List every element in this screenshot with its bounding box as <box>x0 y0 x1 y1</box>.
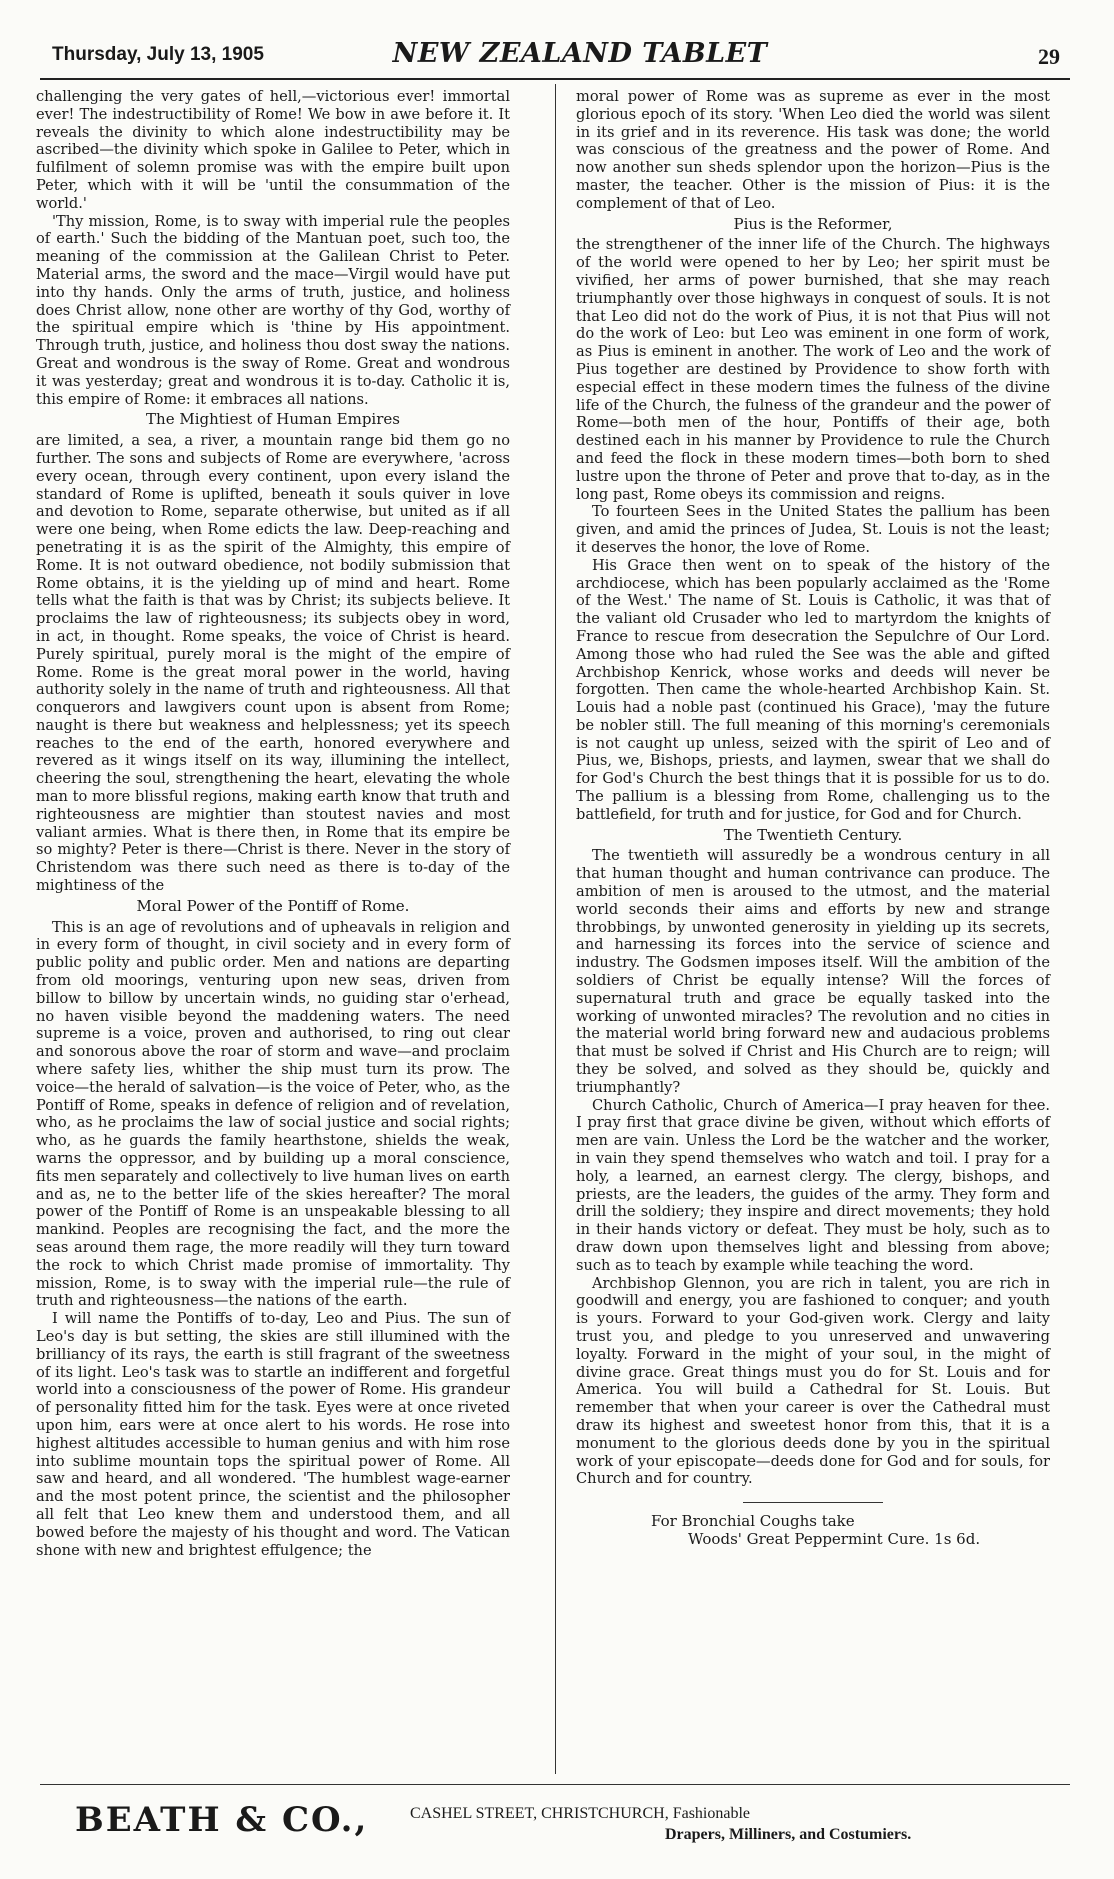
advertiser-address: CASHEL STREET, CHRISTCHURCH, Fashionable <box>410 1805 751 1822</box>
paragraph: To fourteen Sees in the United States the pallium has been given, and amid the princes of Judea, St. Louis is not the least; it deserves the honor, the love of Rome. <box>576 503 1050 556</box>
paragraph: 'Thy mission, Rome, is to sway with imperial rule the peoples of earth.' Such the bidding of the Mantuan poet, such too, the meaning of the commission at the Galilean Christ to Peter. Material arms, the sword and the mace—Virgil would have put into thy hands. Only the arms of truth, justice, and holiness does Christ allow, none other are worthy of thy God, worthy of the spiritual empire which is 'thine by His appointment. Through truth, justice, and holiness thou dost sway the nations. Great and wondrous is the sway of Rome. Great and wondrous it was yesterday; great and wondrous it is to-day. Catholic it is, this empire of Rome: it embraces all nations. <box>36 212 510 408</box>
paragraph: are limited, a sea, a river, a mountain range bid them go no further. The sons and subjects of Rome are everywhere, 'across every ocean, through every continent, upon every island the standard of Rome is uplifted, beneath it souls quiver in love and devotion to Rome, separate otherwise, but united as if all were one being, when Rome edicts the law. Deep-reaching and penetrating it is as the spirit of the Almighty, this empire of Rome. It is not outward obedience, not bodily submission that Rome obtains, it is the yielding up of mind and heart. Rome tells what the faith is that was by Christ; its subjects believe. It proclaims the law of righteousness; its subjects obey in word, in act, in thought. Rome speaks, the voice of Christ is heard. Purely spiritual, purely moral is the might of the empire of Rome. Rome is the great moral power in the world, having authority solely in the name of truth and righteousness. All that conquerors and lawgivers count upon is absent from Rome; naught is there but weakness and helplessness; yet its speech reaches to the end of the earth, honored everywhere and revered as it wings itself on its way, illumining the intellect, cheering the soul, strengthening the heart, elevating the whole man to more blissful regions, making earth know that truth and righteousness are mightier than stoutest navies and most valiant armies. What is there then, in Rome that its empire be so mighty? Peter is there—Christ is there. Never in the story of Christendom was there such need as there is to-day of the mightiness of the <box>36 432 510 895</box>
section-heading: The Twentieth Century. <box>723 825 903 844</box>
paragraph: the strengthener of the inner life of the Church. The highways of the world were opened to her by Leo; her spirit must be vivified, her arms of power burnished, that she may reach triumphantly over those highways in conquest of souls. It is not that Leo did not do the work of Pius, it is not that Pius will not do the work of Leo: but Leo was eminent in one form of work, as Pius is eminent in another. The work of Leo and the work of Pius together are destined by Providence to show forth with especial effect in these modern times the fulness of the divine life of the Church, the fulness of the grandeur and the power of Rome—both men of the hour, Pontiffs of their age, both destined each in his manner by Providence to rule the Church and feed the flock in these modern times—both born to shed lustre upon the throne of Peter and prove that to-day, as in the long past, Rome obeys its commission and reigns. <box>576 236 1050 503</box>
ad-rule <box>743 1502 883 1503</box>
column-divider <box>555 84 556 1774</box>
left-column <box>36 88 510 1559</box>
page-header <box>40 38 1070 80</box>
paragraph: The twentieth will assuredly be a wondrous century in all that human thought and human contrivance can produce. The ambition of men is aroused to the utmost, and the material world seconds their aims and efforts by new and strange throbbings, by unwonted generosity in yielding up its secrets, and harnessing its forces into the service of science and industry. The Godsmen imposes itself. Will the ambition of the soldiers of Christ be equally intense? Will the forces of supernatural truth and grace be equally tasked into the working of unwonted miracles? The revolution and no cities in the material world bring forward new and audacious problems that must be solved if Christ and His Church are to reign; will they be solved, and solved as they should be, quickly and triumphantly? <box>576 847 1050 1096</box>
ad-line: For Bronchial Coughs take <box>651 1512 855 1531</box>
right-column <box>576 88 1050 1549</box>
paragraph: This is an age of revolutions and of upheavals in religion and in every form of thought, in civil society and in every form of public polity and public order. Men and nations are departing from old moorings, venturing upon new seas, driven from billow to billow by uncertain winds, no guiding star o'erhead, no haven visible beyond the maddening waters. The need supreme is a voice, proven and authorised, to ring out clear and sonorous above the roar of storm and wave—and proclaim where safety lies, whither the ship must turn its prow. The voice—the herald of salvation—is the voice of Peter, who, as the Pontiff of Rome, speaks in defence of religion and of revelation, who, as he proclaims the law of social justice and social rights; who, as he guards the family hearthstone, shields the weak, warns the oppressor, and by building up a moral conscience, fits men separately and collectively to live human lives on earth and as, ne to the better life of the skies hereafter? The moral power of the Pontiff of Rome is an unspeakable blessing to all mankind. Peoples are recognising the fact, and the more the seas around them rage, the more readily will they turn toward the rock to which Christ made promise of immortality. Thy mission, Rome, is to sway with the imperial rule—the rule of truth and righteousness—the nations of the earth. <box>36 918 510 1310</box>
header-date: Thursday, July 13, 1905 <box>52 44 264 65</box>
paragraph: moral power of Rome was as supreme as ever in the most glorious epoch of its story. 'When Leo died the world was silent in its grief and in its reverence. His task was done; the world was conscious of the greatness and the power of Rome. And now another sun sheds splendor upon the horizon—Pius is the master, the teacher. Other is the mission of Pius: it is the complement of that of Leo. <box>576 88 1050 212</box>
page-number: 29 <box>1038 44 1060 69</box>
advertiser-trade: Drapers, Milliners, and Costumiers. <box>665 1826 912 1843</box>
footer-rule <box>40 1784 1070 1785</box>
paragraph: challenging the very gates of hell,—victorious ever! immortal ever! The indestructibility of Rome! We bow in awe before it. It reveals the divinity to which alone indestructibility may be ascribed—the divinity which spoke in Galilee to Peter, which in fulfilment of solemn promise was with the empire built upon Peter, which with it will be 'until the consummation of the world.' <box>36 88 510 212</box>
cough-cure-ad <box>576 1502 1050 1549</box>
ad-line: Woods' Great Peppermint Cure. 1s 6d. <box>688 1529 981 1548</box>
paragraph: Church Catholic, Church of America—I pray heaven for thee. I pray first that grace divine be given, without which efforts of men are vain. Unless the Lord be the watcher and the worker, in vain they spend themselves who watch and toil. I pray for a holy, a learned, an earnest clergy. The clergy, bishops, and priests, are the leaders, the guides of the army. They form and drill the soldiery; they inspire and direct movements; they hold in their hands victory or defeat. They must be holy, such as to draw down upon themselves light and blessing from above; such as to teach by example while teaching the word. <box>576 1096 1050 1274</box>
advertiser-name: BEATH & CO., <box>75 1800 369 1840</box>
section-heading: The Mightiest of Human Empires <box>146 410 400 429</box>
paragraph: I will name the Pontiffs of to-day, Leo and Pius. The sun of Leo's day is but setting, the skies are still illumined with the brilliancy of its rays, the earth is still fragrant of the sweetness of its light. Leo's task was to startle an indifferent and forgetful world into a consciousness of the power of Rome. His grandeur of personality fitted him for the task. Eyes were at once riveted upon him, ears were at once alert to his words. He rose into highest altitudes accessible to human genius and with him rose into sublime mountain tops the spiritual power of Rome. All saw and heard, and all wondered. 'The humblest wage-earner and the most potent prince, the scientist and the philosopher all felt that Leo knew them and understood them, and all bowed before the majesty of his thought and word. The Vatican shone with new and brightest effulgence; the <box>36 1310 510 1559</box>
masthead-title: NEW ZEALAND TABLET <box>392 38 768 69</box>
paragraph: His Grace then went on to speak of the history of the archdiocese, which has been popularly acclaimed as the 'Rome of the West.' The name of St. Louis is Catholic, it was that of the valiant old Crusader who led to martyrdom the knights of France to rescue from desecration the Sepulchre of Our Lord. Among those who had ruled the See was the able and gifted Archbishop Kenrick, whose works and deeds will never be forgotten. Then came the whole-hearted Archbishop Kain. St. Louis had a noble past (continued his Grace), 'may the future be nobler still. The full meaning of this morning's ceremonials is not caught up unless, seized with the spirit of Leo and of Pius, we, Bishops, priests, and laymen, swear that we shall do for God's Church the best things that it is possible for us to do. The pallium is a blessing from Rome, challenging us to the battlefield, for truth and for justice, for God and for Church. <box>576 556 1050 823</box>
section-heading: Moral Power of the Pontiff of Rome. <box>136 896 410 915</box>
paragraph: Archbishop Glennon, you are rich in talent, you are rich in goodwill and energy, you are fashioned to conquer; and youth is yours. Forward to your God-given work. Clergy and laity trust you, and pledge to you unreserved and unwavering loyalty. Forward in the might of your soul, in the might of divine grace. Great things must you do for St. Louis and for America. You will build a Cathedral for St. Louis. But remember that when your career is over the Cathedral must draw its highest and sweetest honor from this, that it is a monument to the glorious deeds done by you in the spiritual work of your episcopate—deeds done for God and for souls, for Church and for country. <box>576 1274 1050 1488</box>
section-heading: Pius is the Reformer, <box>733 214 893 233</box>
header-rule <box>40 78 1070 80</box>
